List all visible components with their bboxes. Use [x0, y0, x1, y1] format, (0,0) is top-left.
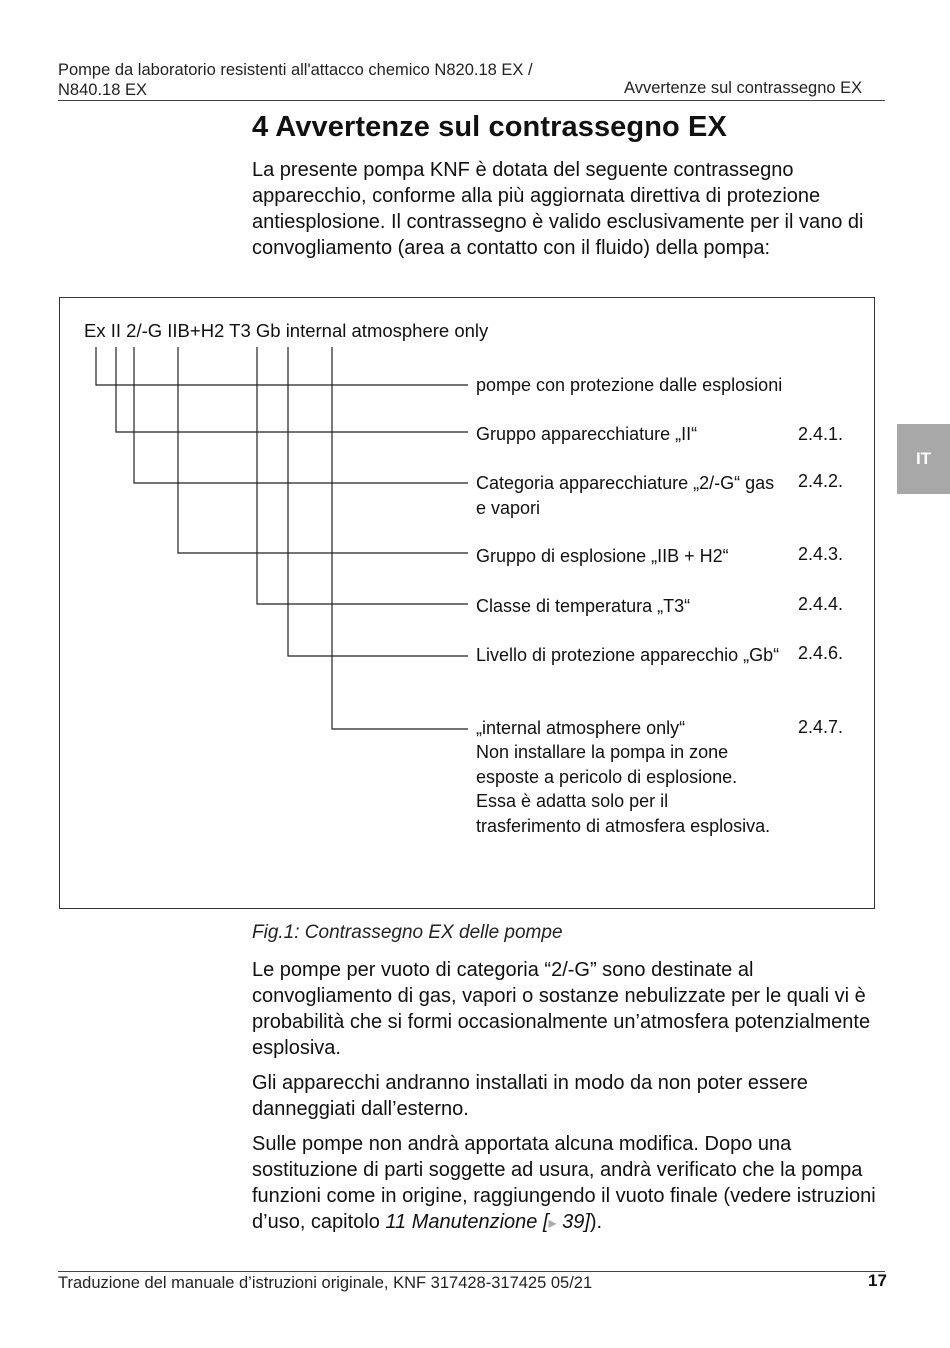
figure-ref-protection-level: 2.4.6.	[798, 643, 844, 663]
chapter-link[interactable]	[385, 1211, 589, 1233]
paragraph-modification-end: ).	[589, 1211, 603, 1233]
paragraph-modification	[252, 1131, 880, 1237]
header-title-line1: Pompe da laboratorio resistenti all'attacco chemico N820.18 EX /	[58, 61, 533, 79]
figure-label-explosion-group: Gruppo di esplosione „IIB + H2“	[476, 546, 729, 566]
figure-ref-equipment-group: 2.4.1.	[798, 424, 844, 444]
paragraph-modification-text: Sulle pompe non andrà apportata alcuna modifica. Dopo una sostituzione di parti soggette ad usura, andrà verificato che la pompa funzioni come in origine, raggiungendo il vuoto finale (vedere istruzioni d’uso, capitolo	[252, 1133, 876, 1233]
section-title: 4 Avvertenze sul contrassegno EX	[252, 111, 727, 143]
figure-label-equipment-group: Gruppo apparecchiature „II“	[476, 424, 698, 444]
figure-label-installation-note: Non installare la pompa in zone esposte a pericolo di esplosione. Essa è adatta solo per il trasferimento di atmosfera esplosiva.	[476, 742, 771, 836]
page-arrow-icon: ▸	[548, 1215, 557, 1232]
figure-label-temperature-class: Classe di temperatura „T3“	[476, 596, 691, 616]
header-title-line2: N840.18 EX	[58, 81, 147, 99]
connector-protection-level	[288, 347, 468, 656]
page-number: 17	[868, 1271, 887, 1290]
connector-category	[134, 347, 468, 483]
figure-label-protection-level: Livello di protezione apparecchio „Gb“	[476, 645, 780, 665]
figure-ref-internal-atmosphere: 2.4.7.	[798, 717, 844, 737]
intro-paragraph: La presente pompa KNF è dotata del seguente contrassegno apparecchio, conforme alla più aggiornata direttiva di protezione antiesplosione. Il contrassegno è valido esclusivamente per il vano di convogliamento (area a contatto con il fluido) della pompa:	[252, 159, 864, 259]
footer-rule	[58, 1271, 885, 1272]
chapter-link-text: 11 Manutenzione [	[385, 1211, 549, 1233]
connector-ex	[96, 347, 468, 385]
figure-label-protection: pompe con protezione dalle esplosioni	[476, 375, 783, 395]
paragraph-installation: Gli apparecchi andranno installati in modo da non poter essere danneggiati dall’esterno.	[252, 1072, 808, 1120]
body-text	[252, 957, 880, 1246]
paragraph-category: Le pompe per vuoto di categoria “2/-G” sono destinate al convogliamento di gas, vapori o sostanze nebulizzate per le quali vi è probabilità che si formi occasionalmente un’atmosfera potenzialmente esplosiva.	[252, 959, 871, 1059]
chapter-link-page: 39]	[556, 1211, 590, 1233]
figure-label-internal-atmosphere: „internal atmosphere only“	[476, 718, 686, 738]
ex-marking: Ex II 2/-G IIB+H2 T3 Gb internal atmosphere only	[84, 320, 489, 341]
figure-ref-temperature-class: 2.4.4.	[798, 594, 844, 614]
figure-ref-equipment-category: 2.4.2.	[798, 471, 844, 491]
figure-label-equipment-category: Categoria apparecchiature „2/-G“ gas e vapori	[476, 473, 775, 518]
header-section: Avvertenze sul contrassegno EX	[624, 79, 863, 97]
footer-text: Traduzione del manuale d’istruzioni originale, KNF 317428-317425 05/21	[58, 1274, 593, 1292]
connector-internal-atmosphere	[332, 347, 468, 729]
connector-group	[116, 347, 468, 432]
figure-ref-explosion-group: 2.4.3.	[798, 544, 844, 564]
language-tab: IT	[897, 424, 950, 494]
connector-explosion-group	[178, 347, 468, 553]
figure-caption: Fig.1: Contrassegno EX delle pompe	[252, 922, 563, 943]
